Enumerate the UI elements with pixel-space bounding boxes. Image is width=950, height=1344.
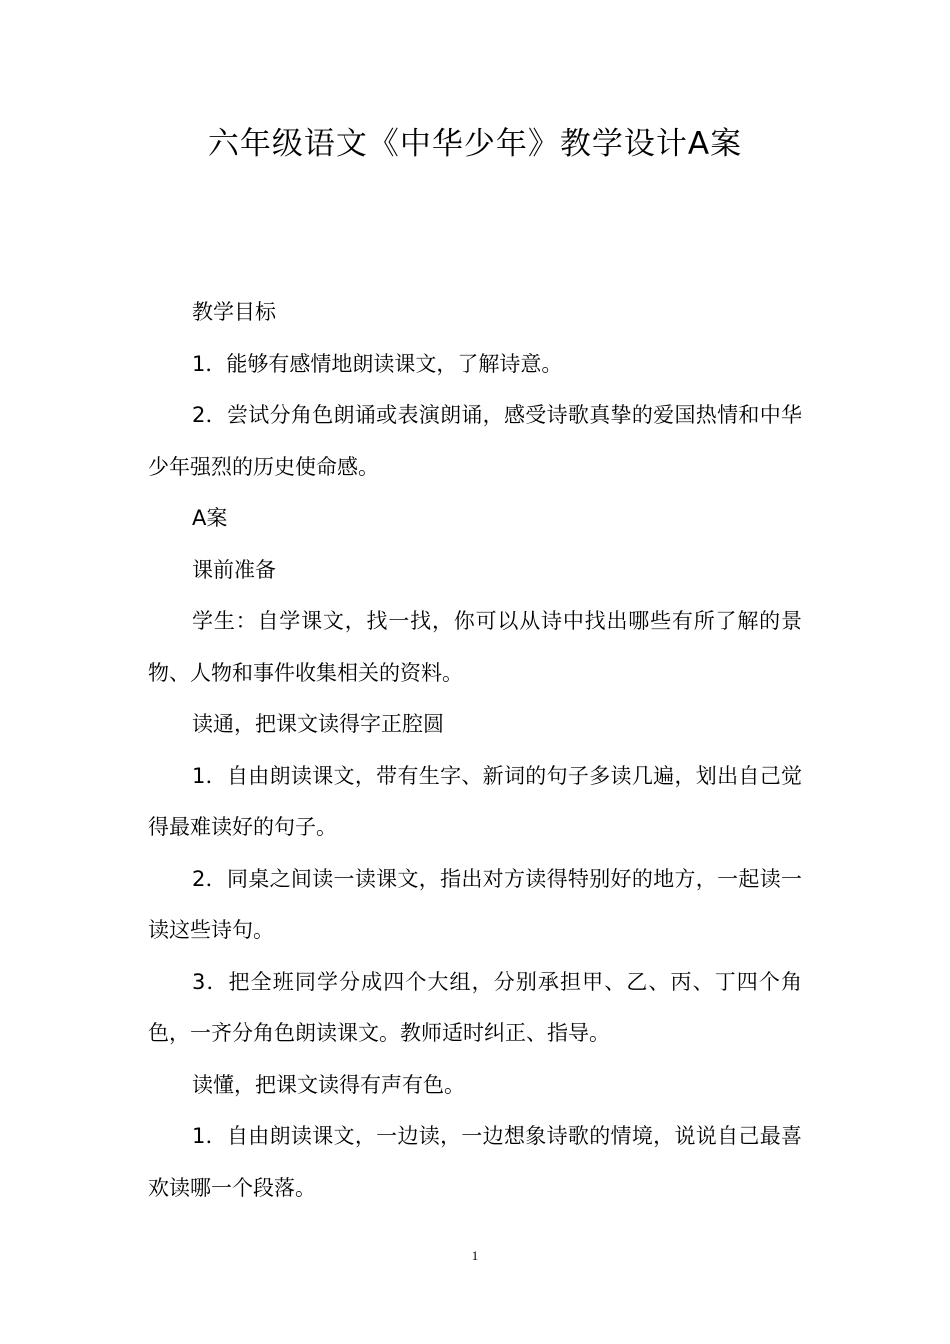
document-title: 六年级语文《中华少年》教学设计A案 [207, 126, 743, 162]
paragraph: 3．把全班同学分成四个大组，分别承担甲、乙、丙、丁四个角色，一齐分角色朗读课文。教师适时纠正、指导。 [148, 969, 802, 1045]
paragraph: 学生：自学课文，找一找，你可以从诗中找出哪些有所了解的景物、人物和事件收集相关的资料。 [148, 609, 802, 685]
paragraph: 2．同桌之间读一读课文，指出对方读得特别好的地方，一起读一读这些诗句。 [148, 866, 802, 942]
section-heading-teaching-goals: 教学目标 [192, 300, 276, 324]
paragraph: 1．能够有感情地朗读课文，了解诗意。 [192, 351, 563, 376]
section-heading-read-through: 读通，把课文读得字正腔圆 [192, 712, 444, 736]
paragraph: 2．尝试分角色朗诵或表演朗诵，感受诗歌真挚的爱国热情和中华少年强烈的历史使命感。 [148, 403, 802, 479]
document-body [148, 287, 802, 1214]
page-number: 1 [471, 1248, 479, 1263]
section-heading-understand: 读懂，把课文读得有声有色。 [192, 1072, 465, 1097]
section-heading-preparation: 课前准备 [192, 557, 276, 582]
paragraph: 1．自由朗读课文，一边读，一边想象诗歌的情境，说说自己最喜欢读哪一个段落。 [148, 1124, 802, 1200]
section-heading-plan-a: A案 [192, 506, 228, 530]
paragraph: 1．自由朗读课文，带有生字、新词的句子多读几遍，划出自己觉得最难读好的句子。 [148, 763, 802, 839]
